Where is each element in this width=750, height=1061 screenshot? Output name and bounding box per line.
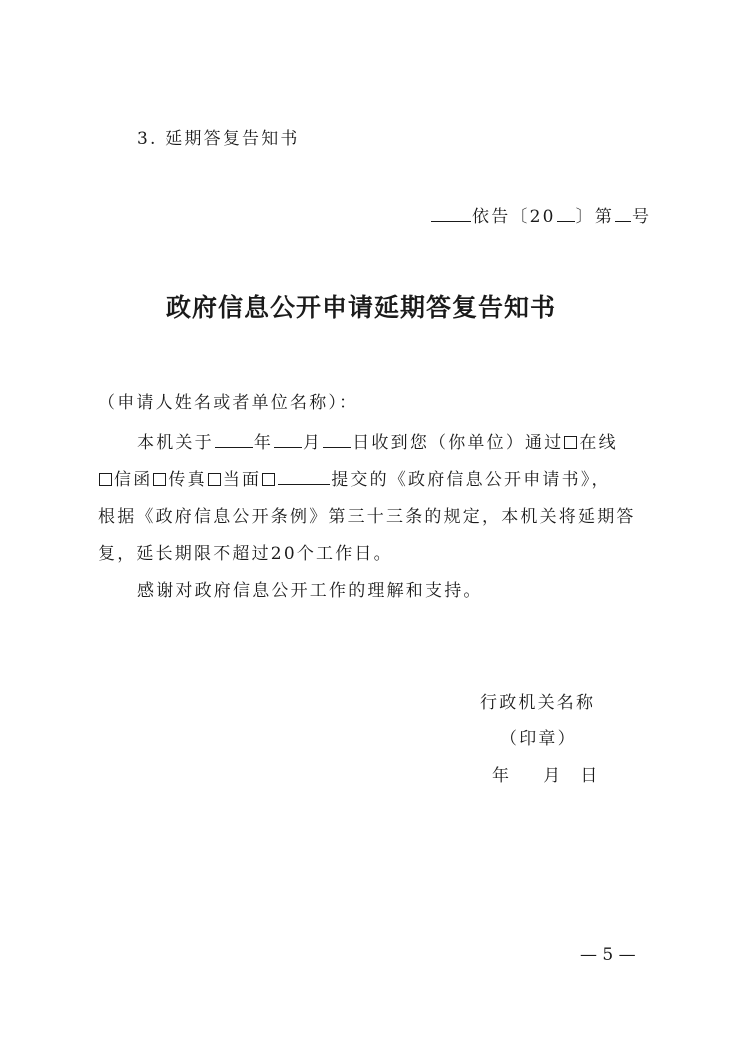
- checkbox-in-person[interactable]: [208, 473, 221, 486]
- checkbox-online[interactable]: [564, 436, 577, 449]
- option-online-label: 在线: [579, 433, 618, 453]
- body-paragraph-1-line-1: [137, 428, 618, 453]
- document-title: 政府信息公开申请延期答复告知书: [166, 293, 557, 322]
- body-paragraph-2: 感谢对政府信息公开工作的理解和支持。: [137, 581, 483, 601]
- body-text: 月: [303, 433, 323, 453]
- doc-number-end: 号: [632, 207, 652, 227]
- date-year-label: 年: [492, 766, 512, 786]
- checkbox-fax[interactable]: [153, 473, 166, 486]
- checkbox-other[interactable]: [262, 473, 275, 486]
- page-number: — 5 —: [580, 945, 636, 965]
- signature-date: [492, 761, 600, 786]
- body-paragraph-1-line-2: [98, 465, 611, 490]
- option-letter-label: 信函: [114, 470, 153, 490]
- body-text: 年: [253, 433, 274, 453]
- date-day-label: 日: [580, 766, 600, 786]
- checkbox-letter[interactable]: [99, 473, 112, 486]
- signature-org-name: 行政机关名称: [480, 693, 596, 713]
- body-text: 本机关于: [137, 433, 214, 453]
- doc-number-blank-year: [557, 207, 575, 222]
- body-paragraph-1-line-3: 根据《政府信息公开条例》第三十三条的规定，本机关将延期答: [98, 507, 636, 527]
- body-text: 日收到您（你单位）通过: [352, 433, 564, 453]
- document-number: [430, 202, 651, 227]
- date-blank-day: [323, 433, 351, 448]
- doc-number-mid: 依告〔20: [472, 207, 556, 227]
- section-heading: 3. 延期答复告知书: [137, 129, 300, 149]
- signature-seal: （印章）: [500, 729, 577, 749]
- doc-number-blank-seq: [615, 207, 631, 222]
- date-blank-month: [274, 433, 302, 448]
- doc-number-blank-prefix: [431, 207, 471, 222]
- body-paragraph-1-line-4: 复，延长期限不超过20个工作日。: [98, 544, 393, 564]
- option-in-person-label: 当面: [222, 470, 262, 490]
- body-text: 提交的《政府信息公开申请书》，: [331, 470, 611, 490]
- doc-number-close: 〕第: [575, 207, 615, 227]
- addressee-line: （申请人姓名或者单位名称）：: [98, 393, 359, 413]
- date-blank-year: [215, 433, 253, 448]
- date-month-label: 月: [543, 766, 563, 786]
- other-method-blank: [278, 470, 330, 485]
- option-fax-label: 传真: [168, 470, 207, 490]
